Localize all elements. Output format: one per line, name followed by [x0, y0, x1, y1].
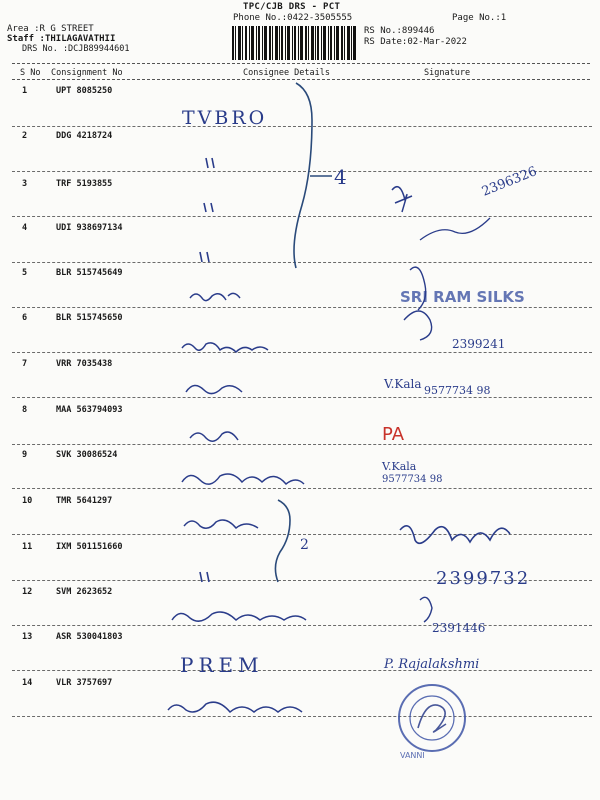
row-9-sno: 9 [22, 450, 28, 460]
row-10-sno: 10 [22, 496, 33, 506]
row-5-consignment: BLR 515745649 [56, 268, 123, 278]
ditto-mark [204, 203, 213, 212]
handwritten-number-11: 2399732 [436, 568, 531, 589]
circular-seal [399, 685, 465, 760]
handwritten-p-rajalakshmi: P. Rajalakshmi [384, 657, 480, 672]
handwritten-number-12: 2391446 [432, 621, 486, 635]
row-2-consignment: DDG 4218724 [56, 131, 113, 141]
handwritten-number-6: 2399241 [452, 337, 506, 351]
document-title: TPC/CJB DRS - PCT [243, 2, 341, 12]
signature-scribble [400, 526, 510, 544]
col-consignment: Consignment No [51, 68, 123, 78]
ditto-mark [206, 158, 214, 168]
staff-prefix: Staff : [7, 34, 45, 44]
row-12-consignment: SVM 2623652 [56, 587, 113, 597]
row-4-sno: 4 [22, 223, 28, 233]
row-5-sno: 5 [22, 268, 28, 278]
row-13-consignment: ASR 530041803 [56, 632, 123, 642]
row-13-sno: 13 [22, 632, 33, 642]
row-3-consignment: TRF 5193855 [56, 179, 113, 189]
rs-date: RS Date:02-Mar-2022 [364, 37, 467, 47]
seal-text: VANNI [400, 751, 425, 760]
row-6-sno: 6 [22, 313, 28, 323]
tamil-scribble [168, 702, 302, 712]
drs-number: DRS No. :DCJB89944601 [22, 44, 130, 54]
col-sno: S No [20, 68, 41, 78]
row-3-sno: 3 [22, 179, 28, 189]
ditto-mark [200, 572, 209, 582]
row-9-consignment: SVK 30086524 [56, 450, 118, 460]
tamil-scribble [182, 343, 268, 352]
row-8-sno: 8 [22, 405, 28, 415]
page-number: Page No.:1 [452, 13, 507, 23]
rs-number: RS No.:899446 [364, 26, 435, 36]
handwritten-vkala-9: V.Kala [382, 460, 417, 473]
company-stamp: SRI RAM SILKS [400, 288, 525, 306]
tamil-scribble [182, 474, 304, 484]
handwritten-4: 4 [334, 165, 347, 189]
area-label: Area :R G STREET [7, 24, 94, 34]
col-consignee: Consignee Details [243, 68, 330, 78]
row-8-consignment: MAA 563794093 [56, 405, 123, 415]
bracket-mark [294, 83, 312, 268]
handwritten-pa: PA [382, 424, 405, 445]
staff-name: THILAGAVATHII [44, 34, 116, 44]
row-7-consignment: VRR 7035438 [56, 359, 113, 369]
tamil-scribble [184, 520, 258, 528]
handwritten-number-7: 9577734 98 [424, 384, 491, 397]
handwritten-prem: PREM [180, 653, 264, 677]
signature-scribble [420, 218, 490, 240]
handwritten-vkala-7: V.Kala [384, 377, 422, 391]
signature-scribble [420, 597, 432, 622]
row-12-sno: 12 [22, 587, 33, 597]
tamil-scribble [190, 293, 240, 300]
row-10-consignment: TMR 5641297 [56, 496, 113, 506]
row-7-sno: 7 [22, 359, 28, 369]
handwritten-2: 2 [300, 537, 309, 553]
handwritten-number-9: 9577734 98 [382, 474, 443, 485]
row-4-consignment: UDI 938697134 [56, 223, 123, 233]
bracket-mark [275, 500, 290, 582]
row-14-consignment: VLR 3757697 [56, 678, 113, 688]
tamil-scribble [186, 385, 242, 393]
row-11-consignment: IXM 501151660 [56, 542, 123, 552]
phone-number: Phone No.:0422-3505555 [233, 13, 353, 23]
signature-scribble [392, 187, 412, 212]
row-1-consignment: UPT 8085250 [56, 86, 113, 96]
tamil-scribble [190, 432, 238, 441]
row-14-sno: 14 [22, 678, 33, 688]
row-2-sno: 2 [22, 131, 28, 141]
handwritten-number-3: 2396326 [479, 164, 540, 200]
row-11-sno: 11 [22, 542, 33, 552]
handwritten-tvbro: TVBRO [182, 107, 268, 129]
col-signature: Signature [424, 68, 471, 78]
ditto-mark [200, 252, 209, 262]
tamil-scribble [172, 612, 306, 621]
row-6-consignment: BLR 515745650 [56, 313, 123, 323]
row-1-sno: 1 [22, 86, 28, 96]
